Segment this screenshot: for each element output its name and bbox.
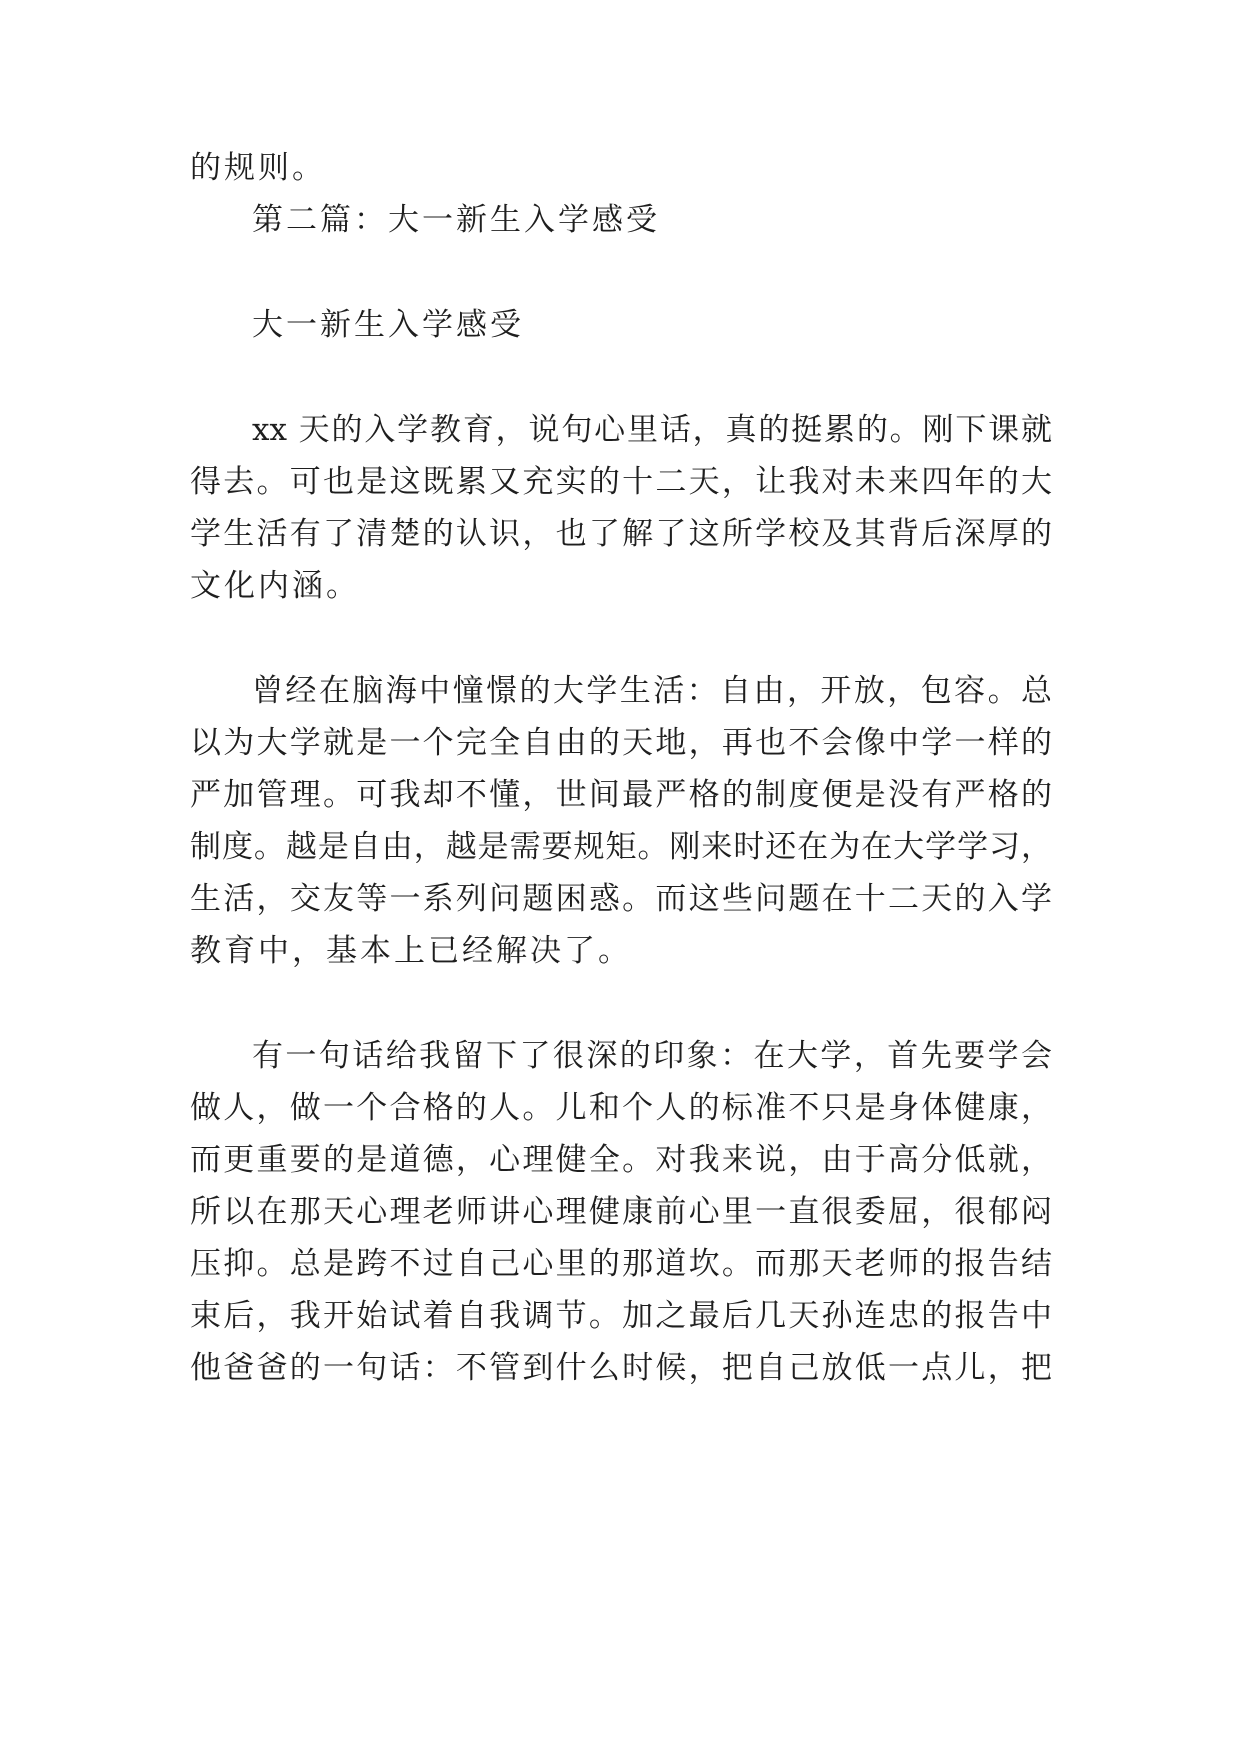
paragraph-3-line-2: 做人，做一个合格的人。儿和个人的标准不只是身体健康， [190, 1090, 1052, 1126]
paragraph-3-line-6: 束后，我开始试着自我调节。加之最后几天孙连忠的报告中 [190, 1298, 1052, 1334]
article-title: 大一新生入学感受 [252, 307, 524, 343]
paragraph-1-line-4: 文化内涵。 [190, 568, 360, 604]
paragraph-2-line-6: 教育中，基本上已经解决了。 [190, 933, 632, 969]
paragraph-1-line-2: 得去。可也是这既累又充实的十二天，让我对未来四年的大 [190, 464, 1052, 500]
paragraph-3-line-7: 他爸爸的一句话：不管到什么时候，把自己放低一点儿，把 [190, 1350, 1052, 1386]
paragraph-2-line-3: 严加管理。可我却不懂，世间最严格的制度便是没有严格的 [190, 777, 1052, 813]
section-title: 第二篇：大一新生入学感受 [252, 202, 660, 238]
paragraph-2-line-1: 曾经在脑海中憧憬的大学生活：自由，开放，包容。总 [252, 673, 1052, 709]
continuation-text: 的规则。 [190, 150, 326, 186]
paragraph-3-line-5: 压抑。总是跨不过自己心里的那道坎。而那天老师的报告结 [190, 1246, 1052, 1282]
paragraph-1-line-3: 学生活有了清楚的认识，也了解了这所学校及其背后深厚的 [190, 516, 1052, 552]
paragraph-3-line-1: 有一句话给我留下了很深的印象：在大学，首先要学会 [252, 1038, 1052, 1074]
paragraph-2-line-5: 生活，交友等一系列问题困惑。而这些问题在十二天的入学 [190, 881, 1052, 917]
paragraph-2-line-4: 制度。越是自由，越是需要规矩。刚来时还在为在大学学习， [190, 829, 1052, 865]
paragraph-1-line-1: xx 天的入学教育，说句心里话，真的挺累的。刚下课就 [252, 412, 1052, 448]
paragraph-3-line-4: 所以在那天心理老师讲心理健康前心里一直很委屈，很郁闷 [190, 1194, 1052, 1230]
paragraph-2-line-2: 以为大学就是一个完全自由的天地，再也不会像中学一样的 [190, 725, 1052, 761]
paragraph-3-line-3: 而更重要的是道德，心理健全。对我来说，由于高分低就， [190, 1142, 1052, 1178]
